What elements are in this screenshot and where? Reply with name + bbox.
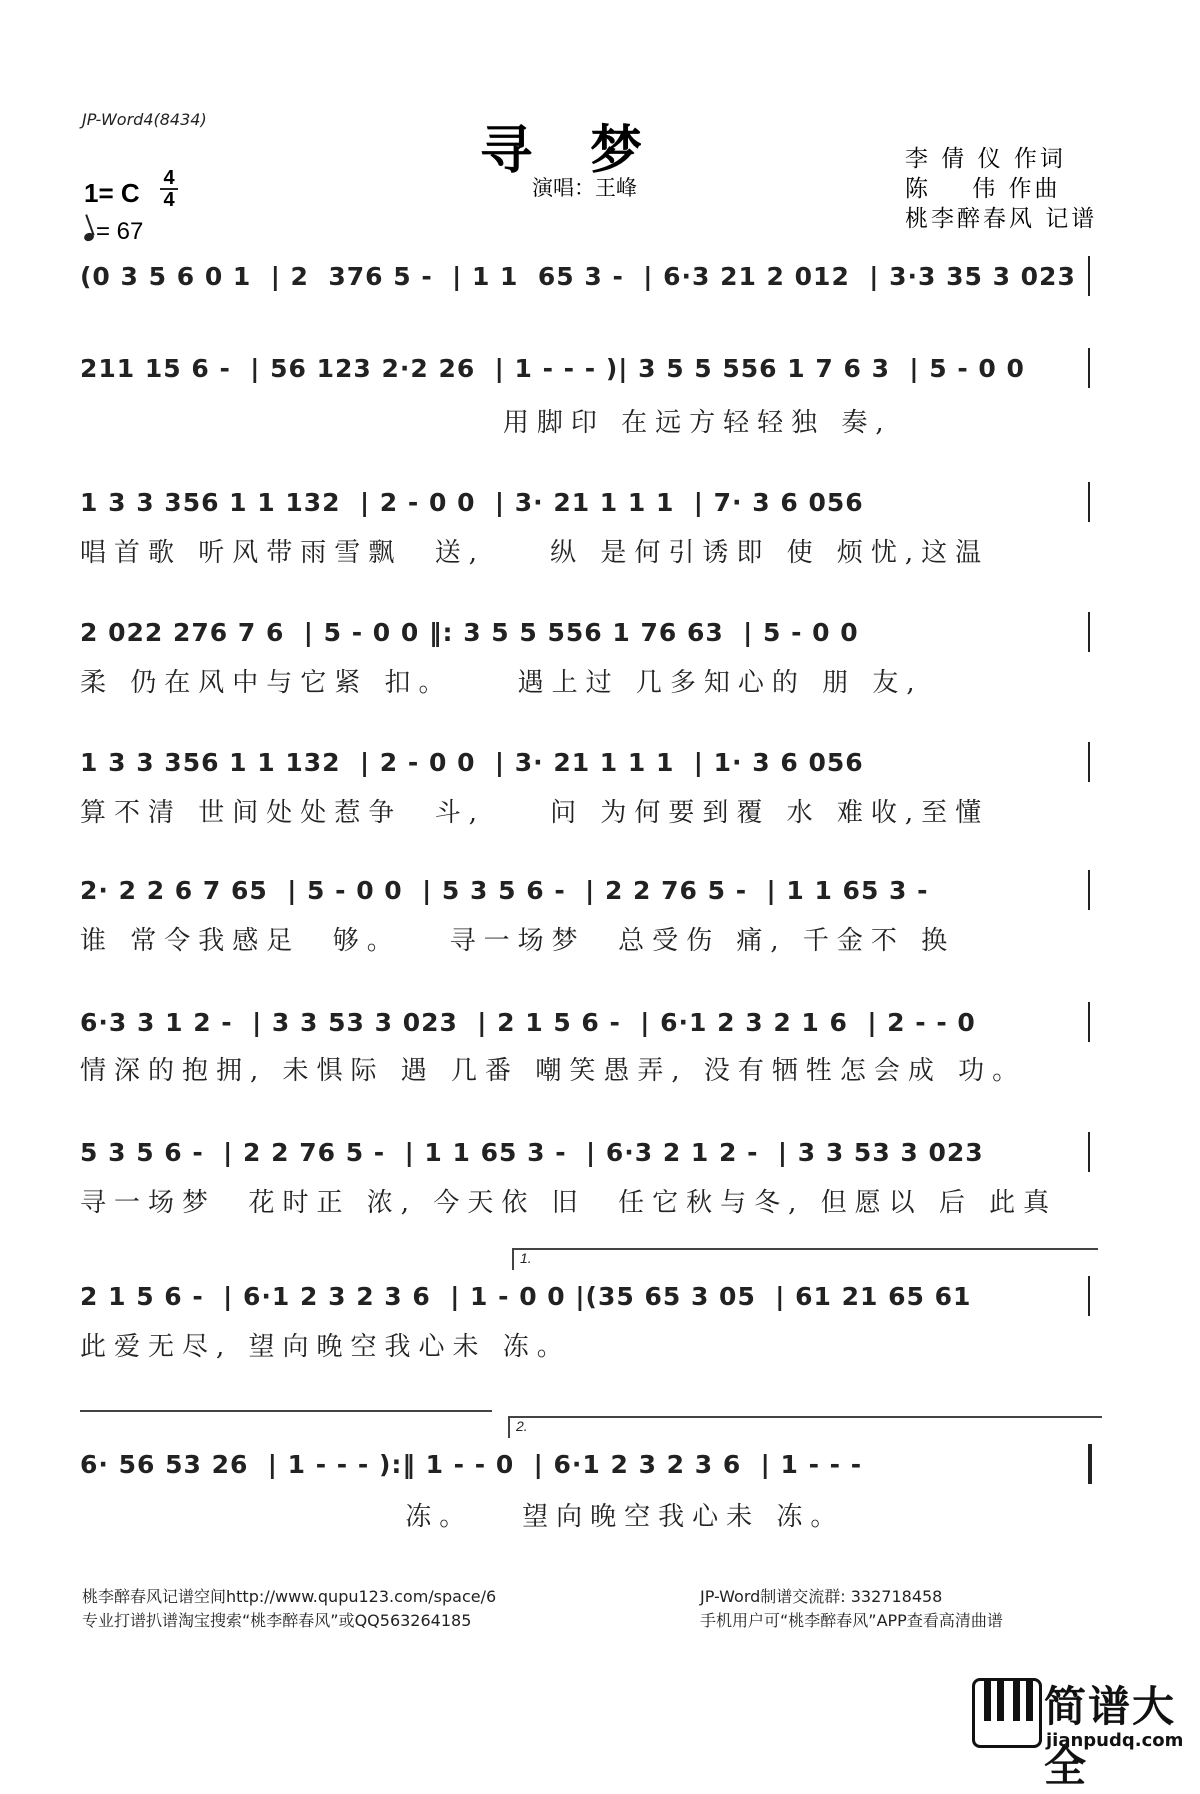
tempo-marking [84, 218, 143, 246]
lyrics-line: 冻。 望向晚空我心未 冻。 [80, 1502, 845, 1532]
time-signature-bottom: 4 [163, 189, 175, 211]
notation-line: 2 1 5 6 - | 6·1 2 3 2 3 6 | 1 - 0 0 |(35 65 3 05 | 61 21 65 61 [80, 1282, 972, 1311]
site-logo[interactable] [972, 1672, 1192, 1791]
lyrics-line: 柔 仍在风中与它紧 扣。 遇上过 几多知心的 朋 友, [80, 668, 923, 698]
barline [1088, 612, 1090, 652]
barline [1088, 256, 1090, 296]
lyrics-line: 寻一场梦 花时正 浓, 今天依 旧 任它秋与冬, 但愿以 后 此真 [80, 1188, 1058, 1218]
barline [1088, 742, 1090, 782]
time-signature [160, 168, 178, 210]
notation-line: 1 3 3 356 1 1 132 | 2 - 0 0 | 3· 21 1 1 1 | 1· 3 6 056 [80, 748, 864, 777]
barline [1088, 348, 1090, 388]
notation-line: 1 3 3 356 1 1 132 | 2 - 0 0 | 3· 21 1 1 1 | 7· 3 6 056 [80, 488, 864, 517]
notation-line: 5 3 5 6 - | 2 2 76 5 - | 1 1 65 3 - | 6·3 2 1 2 - | 3 3 53 3 023 [80, 1138, 984, 1167]
first-ending-continuation [80, 1410, 492, 1412]
lyrics-line: 此爱无尽, 望向晚空我心未 冻。 [80, 1332, 571, 1362]
lyrics-line [80, 308, 1100, 344]
tempo-value: = 67 [96, 218, 144, 245]
credits-block [905, 144, 1097, 234]
lyrics-line: 用脚印 在远方轻轻独 奏, [80, 408, 892, 438]
footer-left-line-2: 专业打谱扒谱淘宝搜索“桃李醉春风”或QQ563264185 [82, 1611, 472, 1630]
key-signature: 1= C [84, 178, 140, 208]
notation-line: 6·3 3 1 2 - | 3 3 53 3 023 | 2 1 5 6 - | 6·1 2 3 2 1 6 | 2 - - 0 [80, 1008, 976, 1037]
lyrics-line: 算不清 世间处处惹争 斗, 问 为何要到覆 水 难收,至懂 [80, 798, 990, 828]
footer-right-line-2: 手机用户可“桃李醉春风”APP查看高清曲谱 [700, 1611, 1003, 1630]
second-ending-bracket: 2. [508, 1416, 1102, 1438]
lyrics-line: 情深的抱拥, 未惧际 遇 几番 嘲笑愚弄, 没有牺牲怎会成 功。 [80, 1056, 1027, 1086]
software-label: JP-Word4(8434) [82, 110, 207, 129]
first-ending-bracket: 1. [512, 1248, 1098, 1270]
footer-right [700, 1585, 1003, 1633]
notation-line: (0 3 5 6 0 1 | 2 376 5 - | 1 1 65 3 - | 6·3 21 2 012 | 3·3 35 3 023 [80, 262, 1076, 291]
quarter-note-icon [83, 232, 95, 243]
notation-line: 211 15 6 - | 56 123 2·2 26 | 1 - - - )| 3 5 5 556 1 7 6 3 | 5 - 0 0 [80, 354, 1025, 383]
notation-line: 6· 56 53 26 | 1 - - - ):‖ 1 - - 0 | 6·1 2 3 2 3 6 | 1 - - - [80, 1450, 863, 1479]
logo-name: 简谱大全 [1044, 1682, 1177, 1791]
singer-credit: 演唱：王峰 [532, 176, 637, 200]
barline [1088, 1002, 1090, 1042]
lyricist-credit: 李 倩 仪 作词 [905, 146, 1066, 172]
footer-left-line-1: 桃李醉春风记谱空间http://www.qupu123.com/space/6 [82, 1587, 497, 1606]
logo-url: jianpudq.com [1046, 1730, 1184, 1751]
final-barline [1088, 1444, 1092, 1484]
footer-left [82, 1585, 496, 1633]
lyrics-line: 唱首歌 听风带雨雪飘 送, 纵 是何引诱即 使 烦忧,这温 [80, 538, 990, 568]
barline [1088, 1132, 1090, 1172]
notation-line: 2 022 276 7 6 | 5 - 0 0 ‖: 3 5 5 556 1 76 63 | 5 - 0 0 [80, 618, 859, 647]
notation-line: 2· 2 2 6 7 65 | 5 - 0 0 | 5 3 5 6 - | 2 2 76 5 - | 1 1 65 3 - [80, 876, 929, 905]
time-signature-top: 4 [163, 167, 175, 189]
transcriber-credit: 桃李醉春风 记谱 [905, 206, 1098, 232]
piano-keys-icon [972, 1678, 1042, 1748]
composer-credit: 陈 伟 作曲 [905, 176, 1061, 202]
barline [1088, 870, 1090, 910]
lyrics-line: 谁 常令我感足 够。 寻一场梦 总受伤 痛, 千金不 换 [80, 926, 956, 956]
barline [1088, 1276, 1090, 1316]
barline [1088, 482, 1090, 522]
song-title: 寻梦 [480, 120, 701, 181]
footer-right-line-1: JP-Word制谱交流群: 332718458 [700, 1587, 943, 1606]
